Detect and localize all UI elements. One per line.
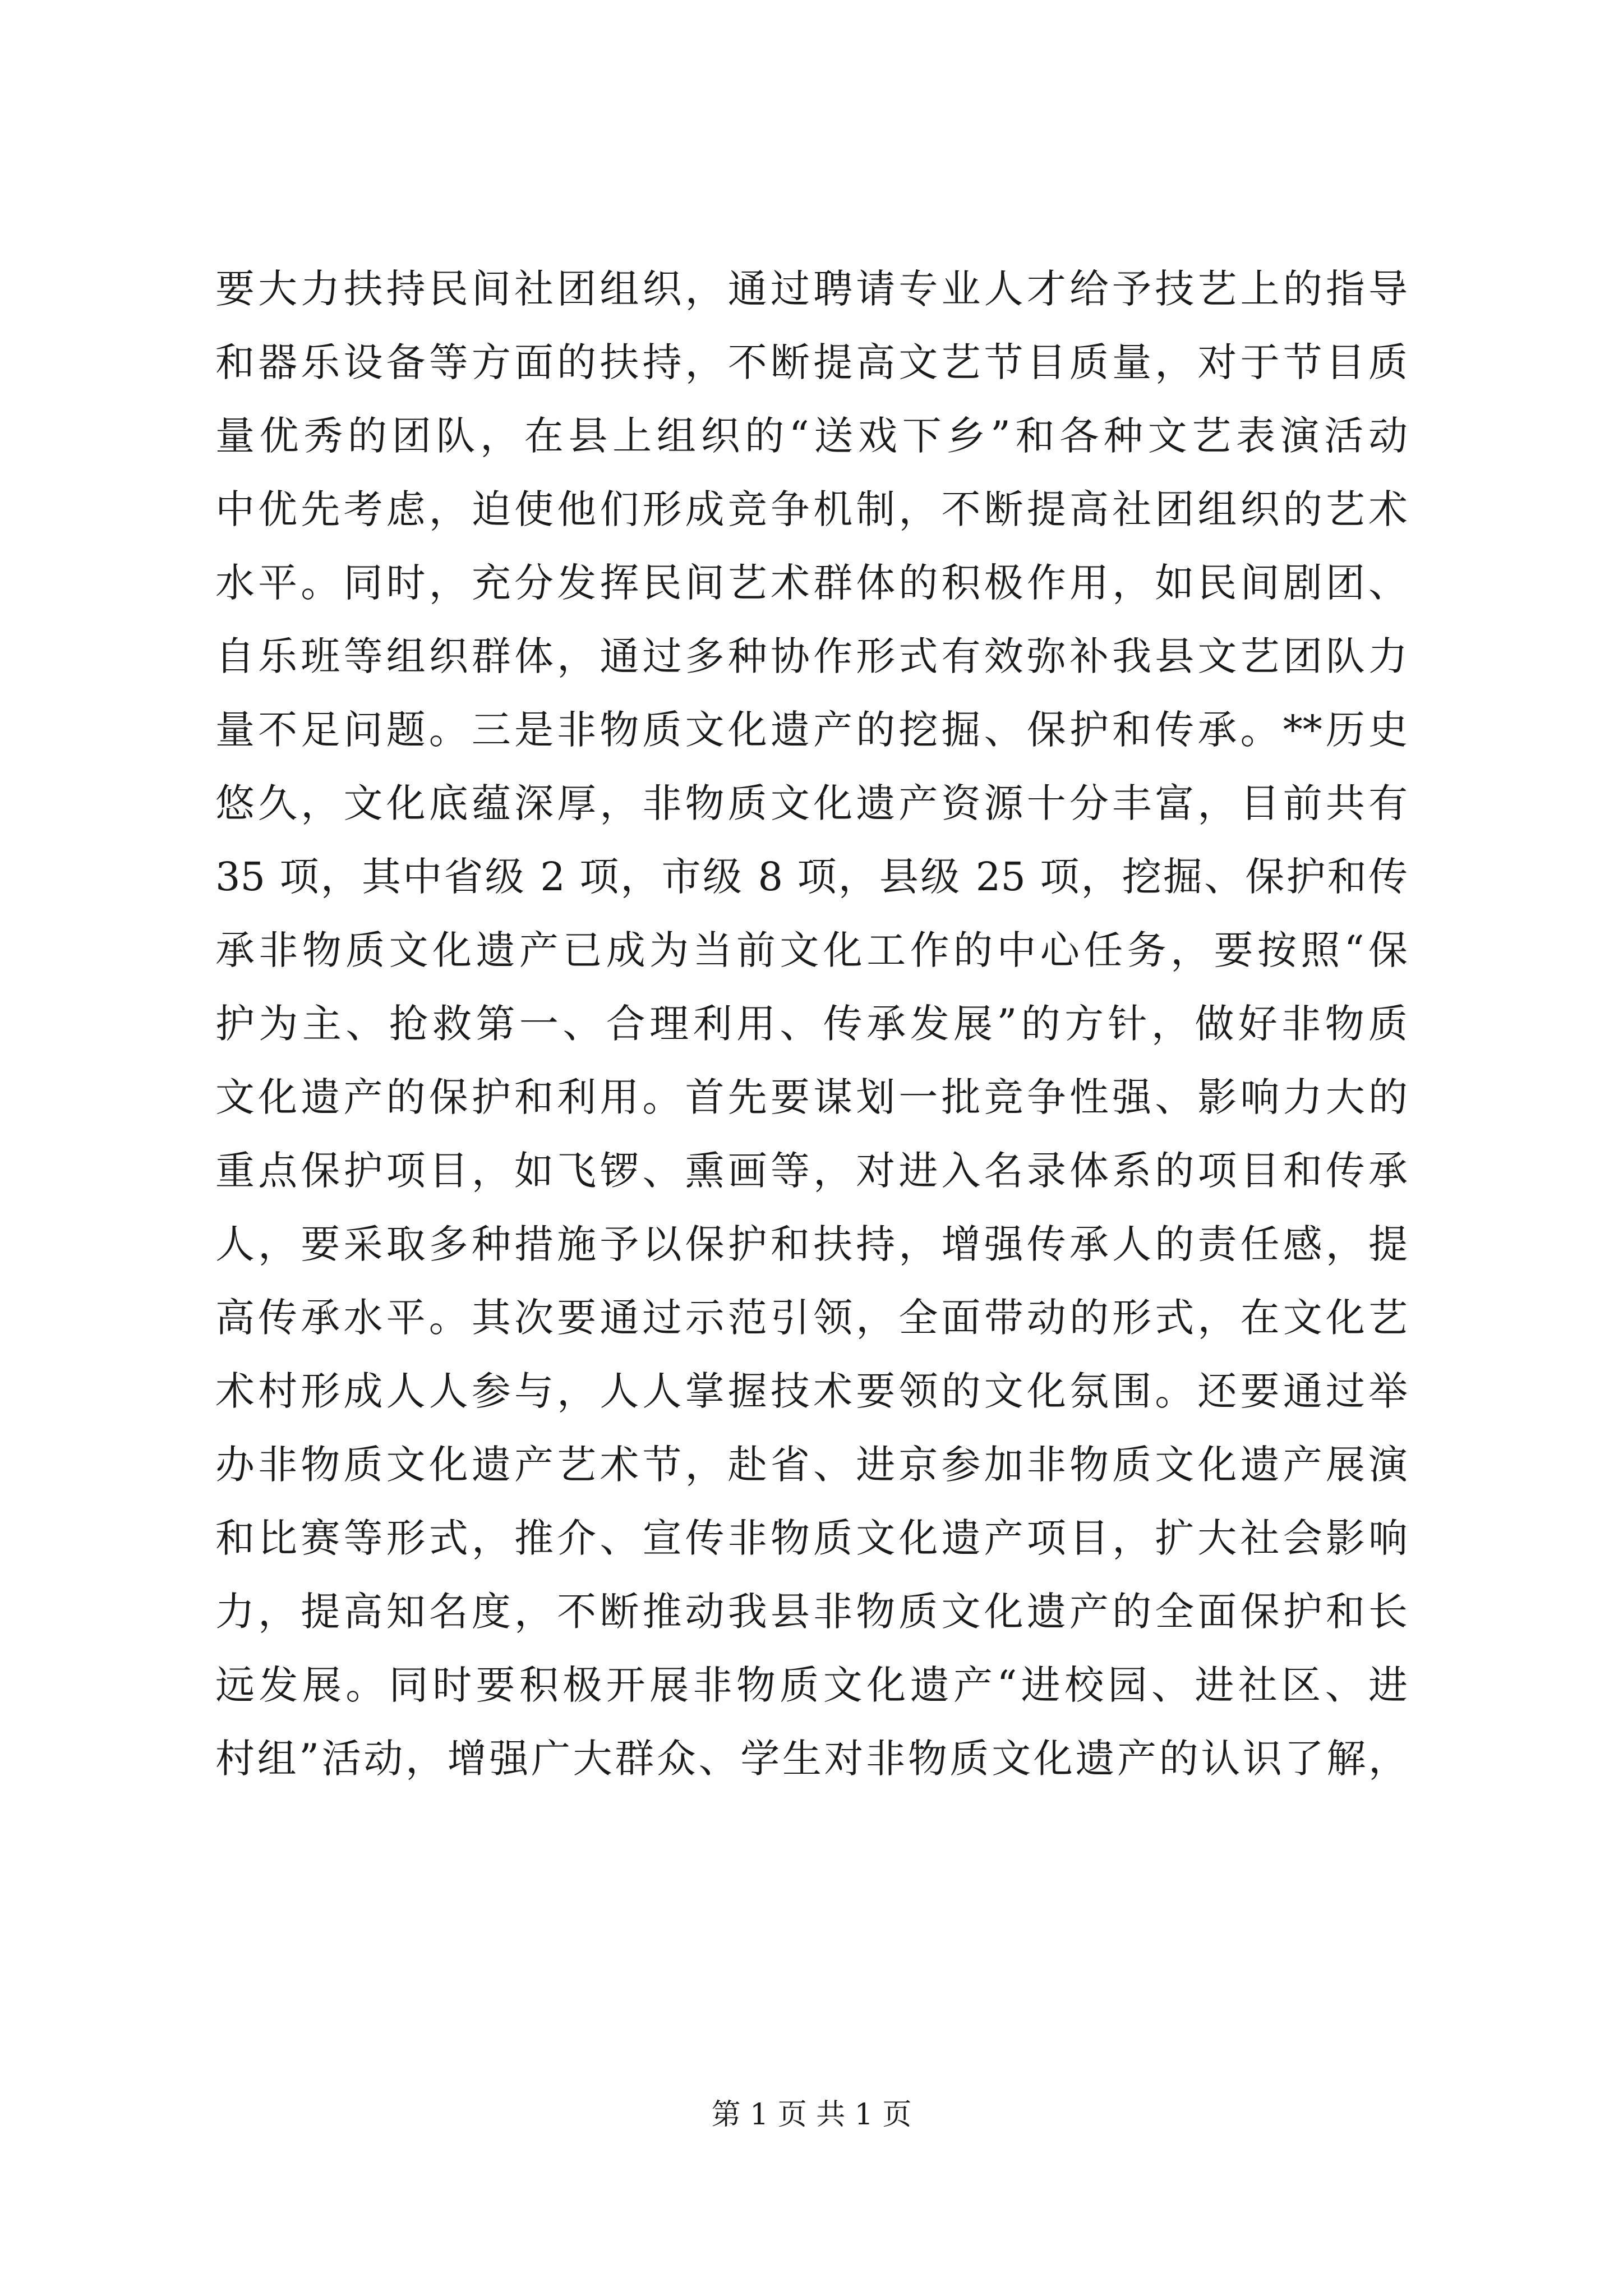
body-paragraph <box>215 252 1408 1796</box>
text-line: 高传承水平。其次要通过示范引领，全面带动的形式，在文化艺 <box>215 1295 1408 1341</box>
page-number-footer: 第 1 页 共 1 页 <box>711 2098 912 2132</box>
text-line: 悠久，文化底蕴深厚，非物质文化遗产资源十分丰富，目前共有 <box>215 780 1408 826</box>
text-line: 自乐班等组织群体，通过多种协作形式有效弥补我县文艺团队力 <box>215 633 1408 679</box>
text-line: 远发展。同时要积极开展非物质文化遗产“进校园、进社区、进 <box>215 1662 1408 1708</box>
text-line: 35 项，其中省级 2 项，市级 8 项，县级 25 项，挖掘、保护和传 <box>215 854 1408 900</box>
text-line: 水平。同时，充分发挥民间艺术群体的积极作用，如民间剧团、 <box>215 560 1408 606</box>
text-line: 护为主、抢救第一、合理利用、传承发展”的方针，做好非物质 <box>215 1001 1408 1047</box>
text-line: 量优秀的团队，在县上组织的“送戏下乡”和各种文艺表演活动 <box>215 413 1408 459</box>
text-line: 承非物质文化遗产已成为当前文化工作的中心任务，要按照“保 <box>215 927 1408 973</box>
text-line: 和器乐设备等方面的扶持，不断提高文艺节目质量，对于节目质 <box>215 339 1408 385</box>
text-line: 中优先考虑，迫使他们形成竞争机制，不断提高社团组织的艺术 <box>215 486 1408 532</box>
text-line: 文化遗产的保护和利用。首先要谋划一批竞争性强、影响力大的 <box>215 1074 1408 1120</box>
text-line: 术村形成人人参与，人人掌握技术要领的文化氛围。还要通过举 <box>215 1368 1408 1414</box>
text-line: 人，要采取多种措施予以保护和扶持，增强传承人的责任感，提 <box>215 1221 1408 1267</box>
text-line: 村组”活动，增强广大群众、学生对非物质文化遗产的认识了解， <box>215 1736 1408 1782</box>
text-line: 和比赛等形式，推介、宣传非物质文化遗产项目，扩大社会影响 <box>215 1515 1408 1561</box>
text-line: 要大力扶持民间社团组织，通过聘请专业人才给予技艺上的指导 <box>215 266 1408 312</box>
text-line: 办非物质文化遗产艺术节，赴省、进京参加非物质文化遗产展演 <box>215 1442 1408 1488</box>
text-line: 力，提高知名度，不断推动我县非物质文化遗产的全面保护和长 <box>215 1589 1408 1635</box>
text-line: 重点保护项目，如飞锣、熏画等，对进入名录体系的项目和传承 <box>215 1148 1408 1194</box>
text-line: 量不足问题。三是非物质文化遗产的挖掘、保护和传承。**历史 <box>215 707 1408 753</box>
